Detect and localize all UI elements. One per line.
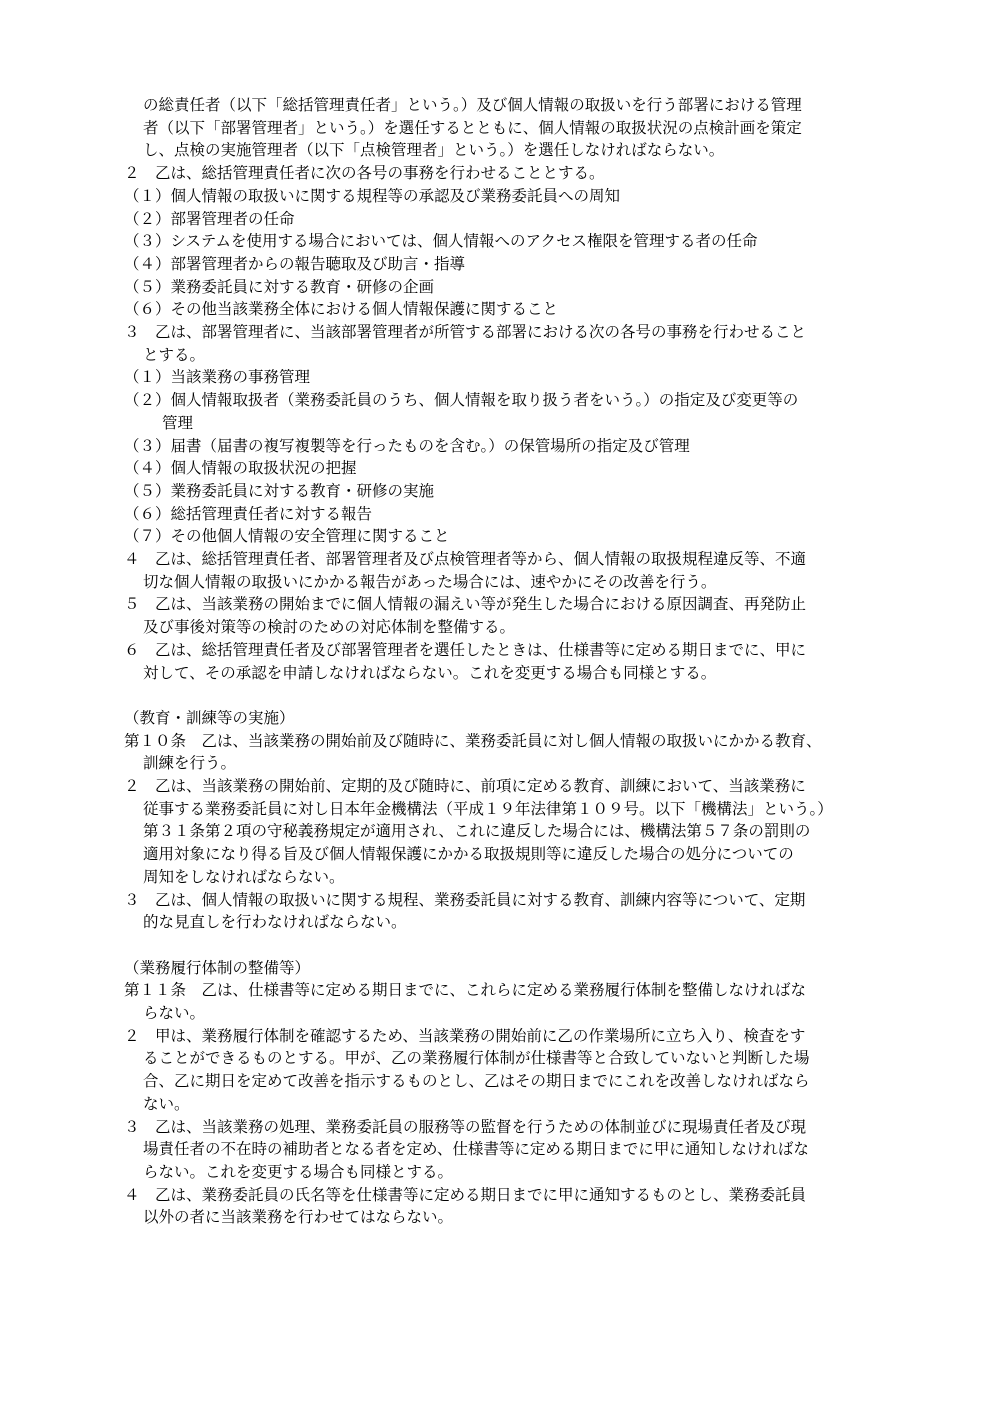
text-line: ５ 乙は、当該業務の開始までに個人情報の漏えい等が発生した場合における原因調査、再発防止 (124, 595, 807, 614)
text-line: 以外の者に当該業務を行わせてはならない。 (143, 1208, 454, 1227)
text-line: ３ 乙は、当該業務の処理、業務委託員の服務等の監督を行うための体制並びに現場責任者及び現 (124, 1117, 807, 1136)
text-line: （業務履行体制の整備等） (124, 958, 311, 977)
text-line: らない。これを変更する場合も同様とする。 (143, 1162, 454, 1181)
text-line: 対して、その承認を申請しなければならない。これを変更する場合も同様とする。 (143, 663, 717, 682)
text-line: 第３１条第２項の守秘義務規定が適用され、これに違反した場合には、機構法第５７条の罰則の (143, 822, 811, 841)
text-line: 者（以下「部署管理者」という。）を選任するとともに、個人情報の取扱状況の点検計画を策定 (143, 118, 802, 137)
text-line: （６）総括管理責任者に対する報告 (124, 504, 373, 523)
text-line: し、点検の実施管理者（以下「点検管理者」という。）を選任しなければならない。 (143, 141, 725, 160)
text-line: ２ 甲は、業務履行体制を確認するため、当該業務の開始前に乙の作業場所に立ち入り、検査をす (124, 1026, 806, 1045)
text-line: 合、乙に期日を定めて改善を指示するものとし、乙はその期日までにこれを改善しなければなら (143, 1072, 810, 1091)
text-line: 訓練を行う。 (143, 754, 237, 773)
text-line: （教育・訓練等の実施） (124, 708, 295, 727)
text-line: 従事する業務委託員に対し日本年金機構法（平成１９年法律第１０９号。以下「機構法」という。） (143, 799, 833, 818)
text-line: ない。 (143, 1094, 190, 1113)
text-line: 第１１条 乙は、仕様書等に定める期日までに、これらに定める業務履行体制を整備しなければな (124, 981, 807, 1000)
text-line: （６）その他当該業務全体における個人情報保護に関すること (124, 300, 559, 319)
text-line: ２ 乙は、当該業務の開始前、定期的及び随時に、前項に定める教育、訓練において、当該業務に (124, 777, 806, 795)
text-line: ２ 乙は、総括管理責任者に次の各号の事務を行わせることとする。 (124, 164, 605, 183)
text-line: （５）業務委託員に対する教育・研修の企画 (124, 277, 435, 296)
text-line: 適用対象になり得る旨及び個人情報保護にかかる取扱規則等に違反した場合の処分についての (143, 845, 794, 864)
text-line: ３ 乙は、個人情報の取扱いに関する規程、業務委託員に対する教育、訓練内容等について、定期 (124, 890, 806, 909)
text-line: （４）部署管理者からの報告聴取及び助言・指導 (124, 254, 466, 273)
text-line: （３）システムを使用する場合においては、個人情報へのアクセス権限を管理する者の任命 (124, 232, 758, 251)
text-line: 切な個人情報の取扱いにかかる報告があった場合には、速やかにその改善を行う。 (143, 572, 717, 591)
text-line: の総責任者（以下「総括管理責任者」という。）及び個人情報の取扱いを行う部署における管理 (143, 96, 802, 114)
text-line: （１）当該業務の事務管理 (124, 368, 311, 387)
text-line: 管理 (162, 413, 194, 432)
text-line: ４ 乙は、総括管理責任者、部署管理者及び点検管理者等から、個人情報の取扱規程違反等、不適 (124, 550, 807, 568)
text-line: ることができるものとする。甲が、乙の業務履行体制が仕様書等と合致していないと判断した場 (143, 1049, 810, 1068)
text-line: （５）業務委託員に対する教育・研修の実施 (124, 481, 435, 500)
text-line: 的な見直しを行わなければならない。 (143, 913, 407, 932)
text-line: ４ 乙は、業務委託員の氏名等を仕様書等に定める期日までに甲に通知するものとし、業務委託員 (124, 1185, 807, 1204)
text-line: 第１０条 乙は、当該業務の開始前及び随時に、業務委託員に対し個人情報の取扱いにかかる教育、 (124, 731, 822, 750)
text-line: （１）個人情報の取扱いに関する規程等の承認及び業務委託員への周知 (124, 186, 621, 205)
text-line: （２）個人情報取扱者（業務委託員のうち、個人情報を取り扱う者をいう。）の指定及び変更等の (124, 391, 799, 410)
text-line: （３）届書（届書の複写複製等を行ったものを含む。）の保管場所の指定及び管理 (124, 436, 690, 455)
text-line: 及び事後対策等の検討のための対応体制を整備する。 (143, 618, 516, 637)
text-line: （４）個人情報の取扱状況の把握 (124, 459, 357, 478)
text-line: ３ 乙は、部署管理者に、当該部署管理者が所管する部署における次の各号の事務を行わせること (124, 323, 807, 341)
text-line: らない。 (143, 1004, 206, 1022)
text-line: 場責任者の不在時の補助者となる者を定め、仕様書等に定める期日までに甲に通知しなければな (143, 1140, 809, 1159)
text-line: （７）その他個人情報の安全管理に関すること (124, 527, 450, 546)
text-line: （２）部署管理者の任命 (124, 209, 295, 228)
text-line: ６ 乙は、総括管理責任者及び部署管理者を選任したときは、仕様書等に定める期日までに、甲に (124, 640, 807, 659)
text-line: とする。 (143, 345, 206, 364)
text-line: 周知をしなければならない。 (143, 867, 345, 886)
